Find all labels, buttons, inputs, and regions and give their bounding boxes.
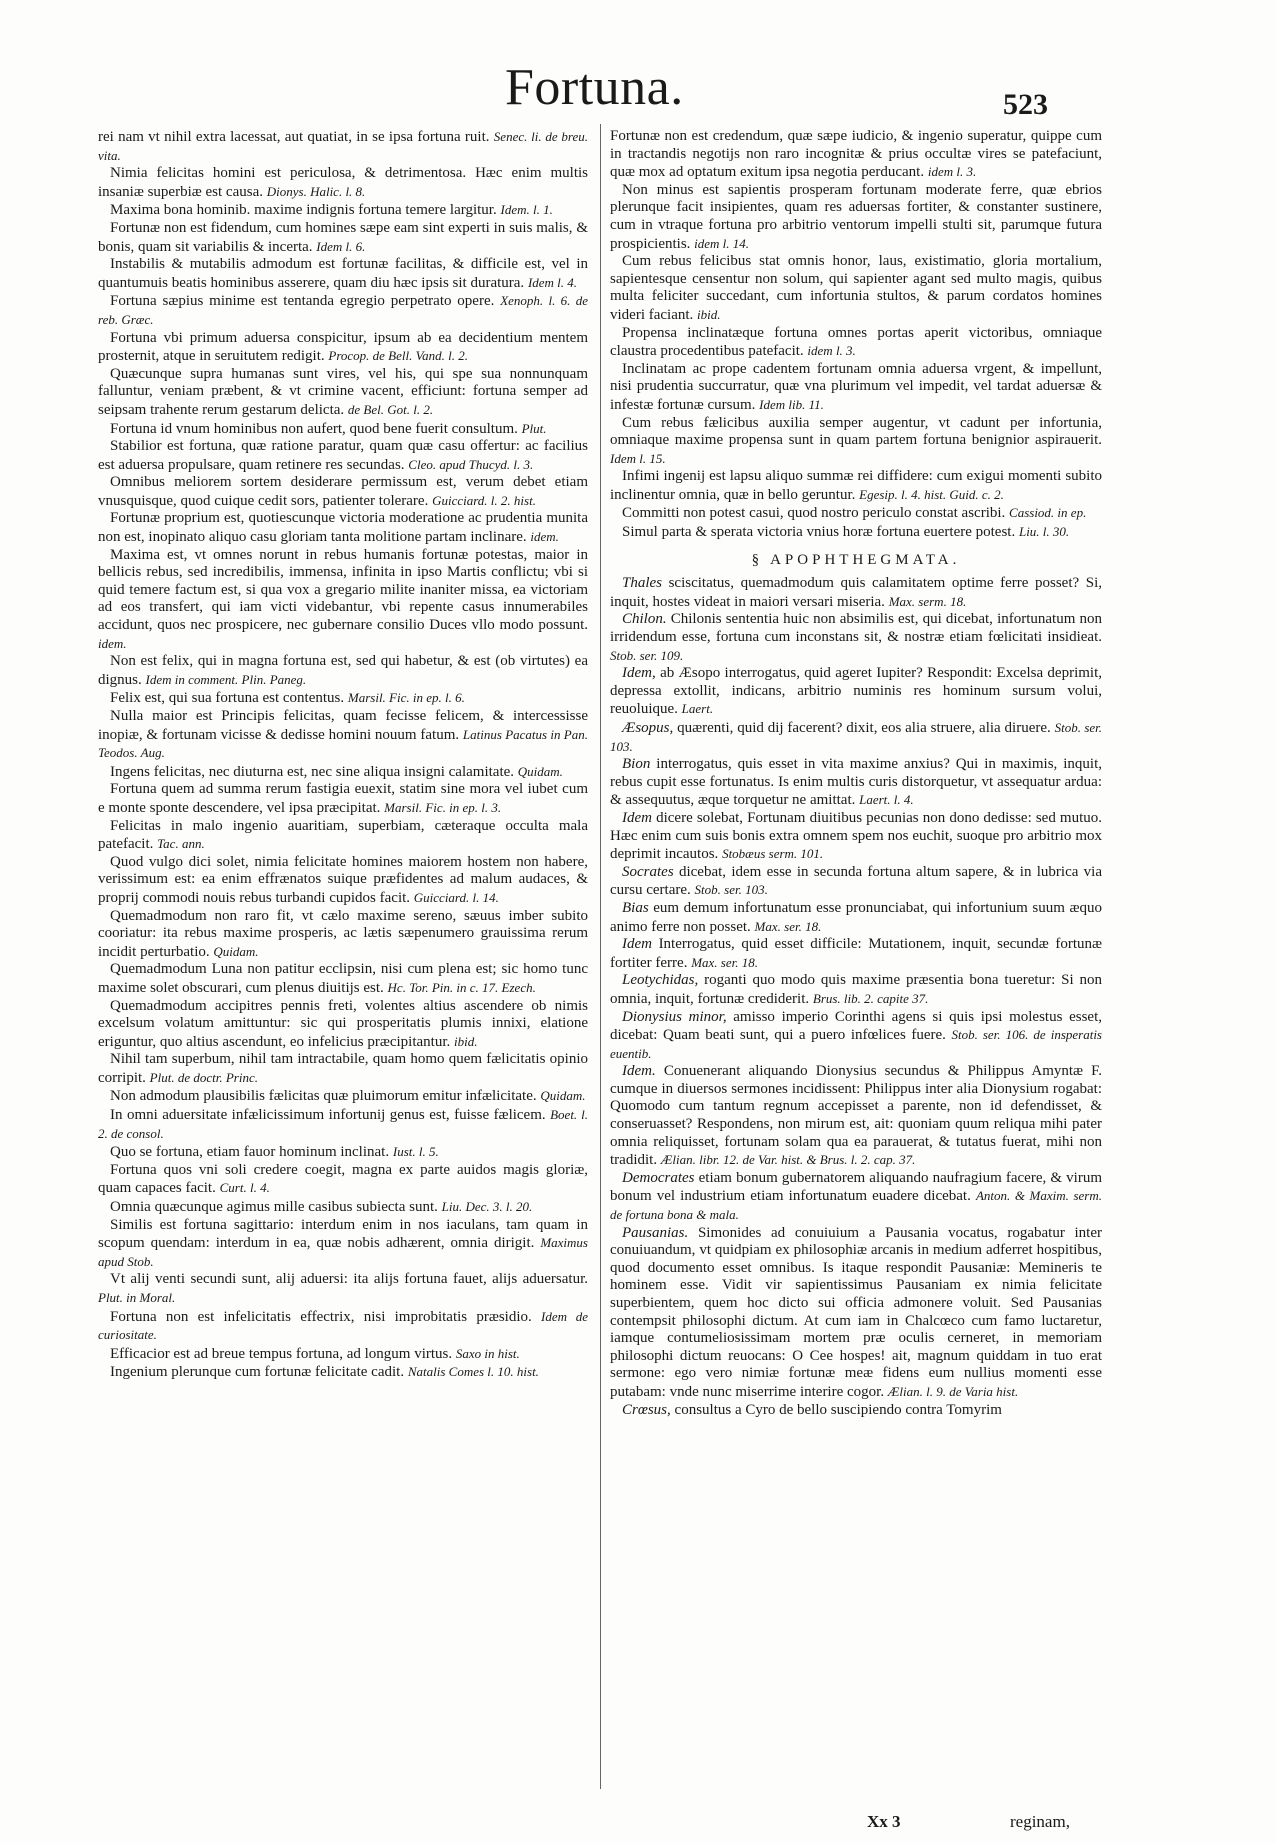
paragraph (98, 547, 588, 654)
source-citation: idem. (530, 529, 559, 545)
source-citation: Laert. (681, 701, 714, 717)
source-citation: Stob. ser. 103. (694, 882, 768, 898)
source-citation: idem l. 3. (807, 343, 856, 359)
paragraph (610, 504, 1102, 523)
source-citation: Idem l. 4. (527, 274, 578, 290)
paragraph-text: eum demum infortunatum esse pronunciabat, qui infortunium suum æquo animo ferre non posset. (610, 899, 1102, 935)
source-citation: Natalis Comes l. 10. hist. (407, 1364, 539, 1380)
paragraph (98, 763, 588, 782)
paragraph-text: Fortuna non est infelicitatis effectrix, nisi improbitatis præsidio. (110, 1308, 532, 1325)
paragraph (98, 1363, 588, 1382)
source-citation: Latinus Pacatus in Pan. Teodos. Aug. (98, 726, 588, 761)
source-citation: Dionys. Halic. l. 8. (266, 183, 366, 199)
speaker-name: Crœsus, (622, 1401, 671, 1418)
paragraph-text: Infimi ingenij est lapsu aliquo summæ rei diffidere: cum exigui momenti subito inclinentur omnia, quæ in bello geruntur. (610, 468, 1102, 503)
paragraph-text: Fortunæ non est credendum, quæ sæpe iudicio, & ingenio superatur, quippe cum in tractandis negotijs non raro incognitæ & prius occultæ vires se patefaciunt, quæ mox ad optatum exitum ipsa negotia perducant. (610, 128, 1102, 181)
paragraph-text: Chilonis sententia huic non absimilis est, qui dicebat, infortunatum non irridendum esse, fortuna cum inconstans sit, & nostræ etiam fœlicitati insidieat. (610, 611, 1103, 646)
paragraph-text: Stabilior est fortuna, quæ ratione paratur, quam quæ casu offertur: ac facilius est aduersa propulsare, quam retinere res secundas. (98, 438, 588, 473)
paragraph (610, 1009, 1102, 1064)
paragraph-text: Ingens felicitas, nec diuturna est, nec sine aliqua insigni calamitate. (110, 763, 515, 780)
paragraph (98, 292, 588, 329)
paragraph-text: amisso imperio Corinthi agens si quis ipsi molestus esset, dicebat: Quam beati sunt, qui a puero infœlices fuere. (610, 1008, 1102, 1044)
source-citation: Egesip. l. 4. hist. Guid. c. 2. (859, 486, 1004, 502)
paragraph (610, 361, 1102, 415)
paragraph-text: Non minus est sapientis prosperam fortunam moderate ferre, quæ ebrios plerunque facit insipientes, quam res aduersas fortiter, & constanter sustinere, cum in vtraque fortuna pro arbitrio ventorum impelli stulti sit, parumque futura prospicientis. (610, 181, 1102, 252)
paragraph-text: Maxima est, vt omnes norunt in rebus humanis fortunæ potestas, maior in bellicis rebus, sed incredibilis, immensa, infinita in ipso Martis conflictu; vbi si quid temere factum est, si qua vox a gregario milite inaniter missa, ea victoriam ad eos transfert, qui iam victi videbantur, vbi repente casus innumerabiles accidunt, quos nec prospicere, nec gubernare consilio Duces vllo modo possunt. (98, 546, 588, 634)
paragraph (98, 1217, 588, 1272)
paragraph-text: Quæcunque supra humanas sunt vires, vel his, qui spe sua nonnunquam falluntur, veniam præbent, & vt crimine vacent, efficiunt: fortuna semper ad seipsam trahente rerum gestarum delicta. (98, 365, 588, 418)
paragraph-text: Propensa inclinatæque fortuna omnes portas aperit victoribus, omniaque claustra procedentibus patefacit. (610, 324, 1102, 360)
paragraph (610, 936, 1102, 972)
speaker-name: Thales (622, 575, 663, 592)
source-citation: Xenoph. l. 6. de reb. Græc. (98, 293, 589, 327)
paragraph-text: dicere solebat, Fortunam diuitibus pecunias non dono dedisse: sed mutuo. Hæc enim cum suis bonis extra omnem spem nos euchit, suoque pro arbitrio mox deprimit incautos. (610, 809, 1102, 863)
signature-mark: Xx 3 (867, 1812, 901, 1831)
paragraph-text: dicebat, idem esse in secunda fortuna altum sapere, & in lubrica via cursu certare. (610, 863, 1103, 899)
speaker-name: Chilon. (622, 611, 667, 628)
source-citation: Curt. l. 4. (219, 1180, 270, 1196)
paragraph-text: Quemadmodum Luna non patitur ecclipsin, nisi cum plena est; sic homo tunc maxime solet obscurari, cum plenus diuitijs est. (98, 961, 588, 996)
paragraph-text: Inclinatam ac prope cadentem fortunam omnia aduersa vrgent, & impellunt, nisi prudentia succurratur, quæ vna plurimum vel impedit, vel tardat aduersæ & infestæ fortunæ cursum. (610, 360, 1102, 413)
speaker-name: Pausanias. (622, 1224, 689, 1241)
left-column (98, 128, 588, 1382)
paragraph-text: interrogatus, quis esset in vita maxime anxius? Qui in maximis, inquit, rebus cupit esse fortunatus. Is enim multis curis distorquetur, vt assequatur ardua: & assequutus, æque torquetur ne amittat. (610, 756, 1102, 809)
section-heading: § APOPHTHEGMATA. (751, 551, 961, 568)
paragraph (610, 810, 1102, 864)
paragraph-text: Fortunæ non est fidendum, cum homines sæpe eam sint experti in suis malis, & bonis, quam sit variabilis & incerta. (98, 219, 588, 255)
source-citation: Ælian. l. 9. de Varia hist. (887, 1383, 1019, 1399)
paragraph-text: Fortunæ proprium est, quotiescunque victoria moderatione ac prudentia munita non est, inopinato aliquo casu gloriam tanta molitione partam inclinare. (98, 510, 588, 546)
source-citation: Boet. l. 2. de consol. (98, 1107, 589, 1141)
source-citation: Max. ser. 18. (691, 954, 758, 970)
paragraph-text: Cum rebus felicibus stat omnis honor, laus, existimatio, gloria mortalium, sapientesque censentur non solum, qui sapienter agant sed multo magis, quibus multa feliciter succedant, cum infortunia stultos, & parum cordatos homines videri faciant. (610, 253, 1102, 323)
speaker-name: Democrates (622, 1169, 695, 1186)
speaker-name: Idem, (622, 665, 656, 682)
paragraph (98, 165, 588, 201)
paragraph-text: Fortuna vbi primum aduersa conspicitur, ipsum ab ea decidentium mentem prosternit, atque in seruitutem redigit. (98, 329, 588, 365)
paragraph (610, 1402, 1102, 1420)
source-citation: Procop. de Bell. Vand. l. 2. (328, 348, 468, 364)
paragraph-text: quærenti, quid dij facerent? dixit, eos alia struere, alia diruere. (677, 720, 1051, 736)
source-citation: Plut. de doctr. Princ. (149, 1069, 258, 1085)
paragraph (610, 756, 1102, 810)
paragraph-text: Fortuna quem ad summa rerum fastigia euexit, statim sine mora vel iubet cum e monte sponte descendere, vel ipsa præcipitat. (98, 781, 588, 816)
paragraph (610, 665, 1102, 719)
source-citation: Brus. lib. 2. capite 37. (812, 990, 929, 1006)
source-citation: Plut. (521, 420, 547, 436)
source-citation: Stobæus serm. 101. (722, 846, 824, 862)
source-citation: Cleo. apud Thucyd. l. 3. (408, 456, 534, 472)
page-header (0, 58, 1276, 128)
source-citation: idem l. 3. (927, 164, 977, 180)
source-citation: Idem. l. 1. (500, 202, 553, 218)
paragraph (98, 438, 588, 474)
speaker-name: Idem (622, 936, 652, 953)
source-citation: Idem in comment. Plin. Paneg. (145, 671, 307, 687)
speaker-name: Dionysius minor, (622, 1008, 727, 1025)
paragraph (98, 1051, 588, 1087)
paragraph-text: Quod vulgo dici solet, nimia felicitate homines maiorem hostem non habere, verissimum est: ea enim effrænatos suique præfidentes ad malum audaces, & proprij commodi nouis rebus turbandi cupidos facit. (98, 853, 588, 906)
paragraph-text: Interrogatus, quid esset difficile: Mutationem, inquit, secundæ fortunæ fortiter ferre. (610, 936, 1102, 971)
paragraph-text: roganti quo modo quis maxime præsentia bona tueretur: Si non omnia, inquit, fortunæ crediderit. (610, 972, 1102, 1007)
paragraph-text: Fortuna quos vni soli credere coegit, magna ex parte auidos magis gloriæ, quam capaces facit. (98, 1161, 588, 1197)
speaker-name: Idem. (622, 1063, 656, 1080)
source-citation: Quidam. (540, 1088, 586, 1104)
paragraph-text: Felicitas in malo ingenio auaritiam, superbiam, cæteraque occulta mala patefacit. (98, 817, 588, 853)
source-citation: Stob. ser. 109. (610, 647, 684, 663)
paragraph (98, 366, 588, 420)
paragraph (98, 420, 588, 439)
paragraph (610, 1170, 1102, 1225)
column-divider (600, 124, 601, 1789)
source-citation: Stob. ser. 106. de insperatis euentib. (610, 1027, 1102, 1061)
paragraph (98, 1087, 588, 1106)
source-citation: Senec. li. de breu. vita. (98, 129, 588, 163)
paragraph-text: sciscitatus, quemadmodum quis calamitatem optime ferre posset? Si, inquit, hostes videat in maiori versari miseria. (610, 575, 1102, 610)
source-citation: Marsil. Fic. in ep. l. 6. (347, 690, 465, 706)
paragraph-text: Instabilis & mutabilis admodum est fortunæ facilitas, & difficile est, vel in quantumuis beatis hominibus asserere, quam diu hæc ipsis sit duratura. (98, 256, 588, 291)
paragraph (98, 908, 588, 962)
paragraph-text: Non admodum plausibilis fælicitas quæ pluimorum emitur infælicitate. (110, 1088, 537, 1105)
paragraph-text: consultus a Cyro de bello suscipiendo contra Tomyrim (674, 1401, 1002, 1418)
source-citation: idem l. 14. (694, 235, 750, 251)
source-citation: Hc. Tor. Pin. in c. 17. Ezech. (387, 979, 536, 995)
source-citation: Quidam. (517, 763, 563, 779)
paragraph (610, 128, 1102, 182)
paragraph-text: Cum rebus fælicibus auxilia semper augentur, vt cadunt per infortunia, omniaque maxime propensa sunt in quam partem fortuna benignior aspirauerit. (610, 414, 1102, 449)
paragraph-text: Maxima bona hominib. maxime indignis fortuna temere largitur. (110, 202, 497, 219)
source-citation: Idem lib. 11. (759, 396, 824, 412)
paragraph (98, 256, 588, 292)
paragraph (98, 1198, 588, 1217)
paragraph (98, 1162, 588, 1198)
paragraph (98, 128, 588, 165)
paragraph-text: ab Æsopo interrogatus, quid ageret Iupiter? Respondit: Excelsa deprimit, depressa extollit, indicans, arbitrio numinis res hominum sursum volui, reuoluique. (610, 665, 1103, 718)
source-citation: Liu. l. 30. (1018, 524, 1070, 540)
right-column (610, 128, 1102, 1419)
paragraph (610, 415, 1102, 469)
speaker-name: Bion (622, 756, 651, 773)
paragraph (98, 998, 588, 1052)
speaker-name: Leotychidas, (622, 972, 699, 989)
source-citation: Max. serm. 18. (888, 593, 967, 609)
paragraph (98, 1106, 588, 1143)
paragraph (610, 182, 1102, 253)
paragraph (98, 1143, 588, 1162)
paragraph (610, 900, 1102, 936)
paragraph-text: Nihil tam superbum, nihil tam intractabile, quam homo quem fælicitatis opinio corripit. (98, 1051, 588, 1086)
source-citation: Anton. & Maxim. serm. de fortuna bona & mala. (610, 1188, 1102, 1223)
paragraph-text: Omnibus meliorem sortem desiderare permissum est, verum debet etiam vnusquisque, quod cuique cedit sors, patienter tolerare. (98, 474, 588, 509)
source-citation: idem. (98, 635, 127, 651)
paragraph-text: Quemadmodum non raro fit, vt cælo maxime sereno, sæuus imber subito cooriatur: ita rebus maxime prosperis, ac lætis sæpenumero grauissima rerum incidit perturbatio. (98, 907, 588, 960)
paragraph (610, 972, 1102, 1008)
source-citation: Idem l. 6. (316, 238, 366, 254)
paragraph (98, 781, 588, 817)
source-citation: Marsil. Fic. in ep. l. 3. (384, 799, 502, 815)
paragraph (98, 1308, 588, 1345)
paragraph (98, 474, 588, 510)
paragraph-text: Nimia felicitas homini est periculosa, & detrimentosa. Hæc enim multis insaniæ superbiæ est causa. (98, 165, 588, 200)
paragraph-text: etiam bonum gubernatorem aliquando naufragium facere, & virum bonum vel industrium etiam infortunatum euadere dicebat. (610, 1169, 1102, 1205)
speaker-name: Bias (622, 899, 649, 916)
catchword: reginam, (1010, 1812, 1070, 1831)
paragraph (98, 653, 588, 689)
source-citation: Idem l. 15. (610, 450, 666, 466)
source-citation: ibid. (454, 1033, 478, 1049)
paragraph (98, 689, 588, 708)
paragraph (610, 575, 1102, 611)
paragraph-text: Quemadmodum accipitres pennis freti, volentes altius ascendere ob nimis excelsum volatum amittuntur: sic qui prosperitatis plumis innixi, elatione eriguntur, quo altius ascendunt, eo infelicius præcipitantur. (98, 997, 588, 1050)
speaker-name: Æsopus, (622, 720, 674, 736)
paragraph-text: Fortuna id vnum hominibus non aufert, quod bene fuerit consultum. (110, 420, 518, 437)
paragraph-text: Vt alij venti secundi sunt, alij aduersi: ita alijs fortuna fauet, alijs aduersatur. (110, 1271, 588, 1288)
speaker-name: Idem (622, 809, 652, 826)
paragraph (98, 201, 588, 220)
paragraph (610, 523, 1102, 542)
source-citation: Ælian. libr. 12. de Var. hist. & Brus. l. 2. cap. 37. (660, 1152, 916, 1168)
page-number: 523 (1003, 88, 1048, 121)
paragraph-text: Simonides ad conuiuium a Pausania vocatus, rogabatur inter conuiuandum, vt quidpiam ex philosophiæ arcanis in medium adferret hospitibus, quod documento esset omnibus. Is itaque respondit Pausaniæ: Memineris te hominem esse. Vidit vir sapientissimus Pausaniam ex nimia felicitate superbientem, quem hoc dicto sui officia admonere voluit. Sed Pausanias contempsit philosophi dictum. At cum iam in Chalcœco cum famo luctaretur, iamque contumeliosissimam mortem præ oculis cerneret, in memoriam philosophi dictum reuocans: O Cee hospes! ait, magnum quiddam in tuo erat sermone: ego vero nimiæ fortunæ meæ fidens eum nullius momenti esse putabam: vnde nunc miserrime interire cogor. (610, 1224, 1103, 1400)
source-citation: Tac. ann. (157, 836, 205, 852)
paragraph (98, 1271, 588, 1307)
paragraph-text: Simul parta & sperata victoria vnius horæ fortuna euertere potest. (622, 524, 1016, 541)
paragraph (610, 468, 1102, 504)
source-citation: Cassiod. in ep. (1009, 505, 1087, 521)
paragraph (610, 1063, 1102, 1170)
paragraph-text: Ingenium plerunque cum fortunæ felicitate cadit. (110, 1364, 405, 1381)
paragraph (610, 719, 1102, 756)
source-citation: Maximus apud Stob. (98, 1235, 588, 1269)
paragraph (610, 864, 1102, 900)
paragraph-text: Omnia quæcunque agimus mille casibus subiecta sunt. (110, 1199, 438, 1216)
paragraph-text: Quo se fortuna, etiam fauor hominum inclinat. (110, 1144, 390, 1161)
source-citation: Plut. in Moral. (98, 1290, 176, 1305)
paragraph (610, 325, 1102, 361)
source-citation: Saxo in hist. (455, 1345, 520, 1361)
paragraph (98, 818, 588, 854)
paragraph-text: Felix est, qui sua fortuna est contentus. (110, 690, 345, 707)
paragraph (610, 1225, 1102, 1402)
paragraph-text: Conuenerant aliquando Dionysius secundus & Philippus Amyntæ F. cumque in diuersos sermones incidissent: Philippus inter alia Dionysium rogabat: Quomodo cum tantum regnum accepisset a parente, non id defendisset, & conseruasset? Respondens, non mirum est, ait: quoniam quum reliqua mihi pater omnia reliquisset, fortunam solam qua ea parauerat, & tutatus fuerat, mihi non tradidit. (610, 1063, 1103, 1169)
running-head: Fortuna. (505, 59, 684, 116)
source-citation: de Bel. Got. l. 2. (347, 401, 434, 417)
paragraph (98, 510, 588, 546)
paragraph (98, 708, 588, 763)
source-citation: Liu. Dec. 3. l. 20. (441, 1199, 533, 1215)
source-citation: Idem de curiositate. (98, 1308, 589, 1343)
paragraph (98, 330, 588, 366)
source-citation: Guicciard. l. 14. (413, 889, 499, 905)
paragraph-text: Non est felix, qui in magna fortuna est, sed qui habetur, & est (ob virtutes) ea dignus. (98, 653, 588, 688)
paragraph (610, 611, 1102, 665)
paragraph-text: Efficacior est ad breue tempus fortuna, ad longum virtus. (110, 1345, 453, 1362)
source-citation: Max. ser. 18. (754, 918, 822, 934)
paragraph-text: rei nam vt nihil extra lacessat, aut quatiat, in se ipsa fortuna ruit. (98, 129, 490, 145)
source-citation: Quidam. (213, 943, 259, 959)
source-citation: Laert. l. 4. (859, 792, 914, 808)
speaker-name: Socrates (622, 863, 674, 880)
paragraph (610, 253, 1102, 324)
paragraph (98, 220, 588, 256)
paragraph (98, 961, 588, 997)
paragraph-text: Similis est fortuna sagittario: interdum enim in nos iaculans, tam quam in scopum quendam: interdum in ea, quæ nobis adhærent, omnia dirigit. (98, 1216, 588, 1252)
paragraph-text: Nulla maior est Principis felicitas, quam fecisse felicem, & intercessisse inopiæ, & fortunam vicisse & dedisse homini nouum fatum. (98, 708, 588, 743)
paragraph (98, 1345, 588, 1364)
paragraph (98, 854, 588, 908)
source-citation: Guicciard. l. 2. hist. (432, 492, 536, 508)
paragraph-text: Fortuna sæpius minime est tentanda egregio perpetrato opere. (110, 293, 495, 310)
paragraph-text: In omni aduersitate infælicissimum infortunij genus est, fuisse fælicem. (110, 1107, 546, 1124)
source-citation: Iust. l. 5. (392, 1144, 439, 1160)
source-citation: ibid. (697, 306, 721, 322)
paragraph-text: Committi non potest casui, quod nostro periculo constat ascribi. (622, 505, 1006, 522)
source-citation: Stob. ser. 103. (610, 720, 1103, 754)
